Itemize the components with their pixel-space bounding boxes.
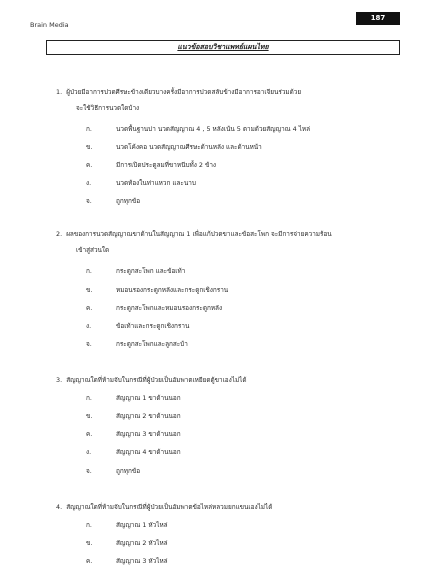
question-number: 4.	[56, 503, 63, 511]
option-text: กระดูกสะโพกและลูกสะบ้า	[116, 340, 188, 348]
page-title: แนวข้อสอบวิชาแพทย์แผนไทย	[46, 40, 400, 55]
question-number: 1.	[56, 88, 63, 96]
option-letter: ง.	[86, 179, 92, 187]
option-letter: จ.	[86, 197, 92, 205]
option-text: สัญญาณ 2 ขาด้านนอก	[116, 412, 181, 420]
publisher-name: Brain Media	[30, 21, 69, 29]
option-text: สัญญาณ 1 หัวไหล่	[116, 521, 168, 529]
option-text: นวดท้องในท่าแหวก และนาบ	[116, 179, 196, 187]
option-text: สัญญาณ 4 ขาด้านนอก	[116, 448, 181, 456]
option-letter: ข.	[86, 539, 93, 547]
question-number: 2.	[56, 230, 63, 238]
option-letter: ค.	[86, 304, 93, 312]
option-text: หมอนรองกระดูกหลังและกระดูกเชิงกราน	[116, 286, 229, 294]
option-letter: ก.	[86, 521, 92, 529]
option-text: นวดพื้นฐานบ่า นวดสัญญาณ 4 , 5 หลังเน้น 5 ตามด้วยสัญญาณ 4 ไหล่	[116, 125, 311, 133]
question-text: ผลของการนวดสัญญาณขาด้านในสัญญาณ 1 เพื่อแก้ปวดขาและข้อสะโพก จะมีการจ่ายความร้อน	[66, 230, 332, 238]
question-1-line-1	[56, 87, 301, 97]
option-letter: ง.	[86, 448, 92, 456]
option-text: สัญญาณ 2 หัวไหล่	[116, 539, 168, 547]
option-text: ข้อเท้าและกระดูกเชิงกราน	[116, 322, 190, 330]
question-1-line-2: จะใช้วิธีการนวดใดบ้าง	[76, 104, 140, 112]
option-letter: ง.	[86, 322, 92, 330]
option-text: สัญญาณ 1 ขาด้านนอก	[116, 394, 181, 402]
question-2-line-2: เข้าสู่ส่วนใด	[76, 246, 110, 254]
option-letter: ก.	[86, 394, 92, 402]
option-letter: ข.	[86, 143, 93, 151]
question-4-line-1	[56, 502, 272, 512]
option-text: สัญญาณ 3 หัวไหล่	[116, 557, 168, 565]
option-letter: จ.	[86, 467, 92, 475]
page-number-badge: 187	[356, 12, 400, 25]
option-letter: ค.	[86, 557, 93, 565]
option-letter: ก.	[86, 267, 92, 275]
option-text: กระดูกสะโพกและหมอนรองกระดูกหลัง	[116, 304, 223, 312]
option-text: กระดูกสะโพก และข้อเท้า	[116, 267, 186, 275]
question-3-line-1	[56, 375, 247, 385]
option-letter: ก.	[86, 125, 92, 133]
option-letter: ข.	[86, 412, 93, 420]
option-letter: ข.	[86, 286, 93, 294]
question-2-line-1	[56, 229, 332, 239]
question-number: 3.	[56, 376, 63, 384]
option-text: มีการเปิดประตูลมที่ขาหนีบทั้ง 2 ข้าง	[116, 161, 217, 169]
option-letter: ค.	[86, 161, 93, 169]
option-text: ถูกทุกข้อ	[116, 467, 141, 475]
question-text: สัญญาณใดที่ห้ามจับในกรณีที่ผู้ป่วยเป็นอัมพาตเหยียดตู้ขาเองไม่ได้	[66, 376, 247, 384]
question-text: ผู้ป่วยมีอาการปวดศีรษะข้างเดียวบางครั้งมีอาการปวดสลับข้างมีอาการอาเจียนร่วมด้วย	[66, 88, 302, 96]
option-text: ถูกทุกข้อ	[116, 197, 141, 205]
question-text: สัญญาณใดที่ห้ามจับในกรณีที่ผู้ป่วยเป็นอัมพาตข้อไหล่หลวมยกแขนเองไม่ได้	[66, 503, 273, 511]
option-text: สัญญาณ 3 ขาด้านนอก	[116, 430, 181, 438]
option-letter: ค.	[86, 430, 93, 438]
option-letter: จ.	[86, 340, 92, 348]
option-text: นวดโค้งคอ นวดสัญญาณศีรษะด้านหลัง และด้านหน้า	[116, 143, 262, 151]
